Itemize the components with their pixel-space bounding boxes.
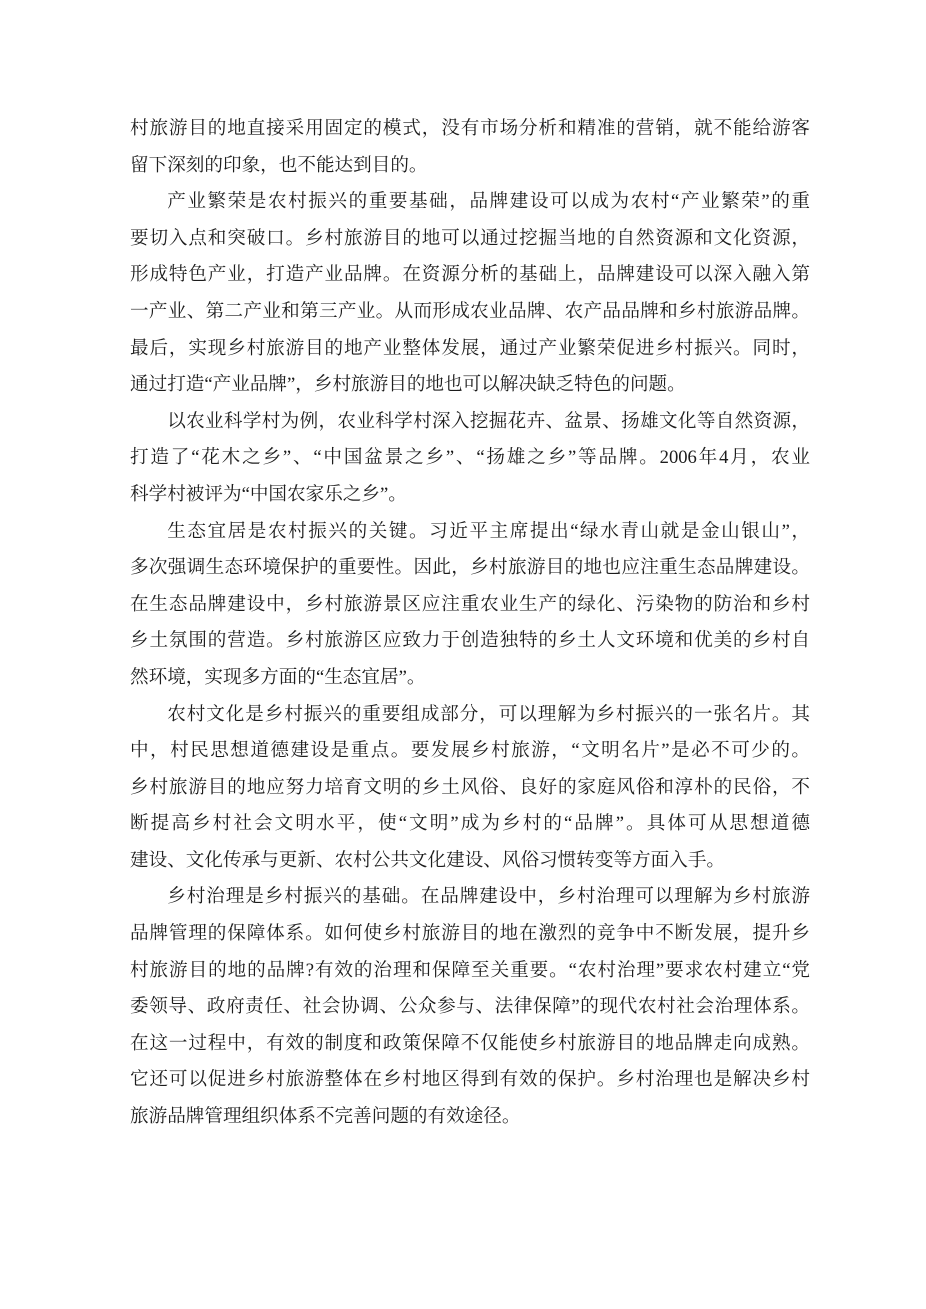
text-line: 乡村旅游目的地应努力培育文明的乡土风俗、良好的家庭风俗和淳朴的民俗，不	[130, 776, 810, 798]
text-line: 打造了“花木之乡”、“中国盆景之乡”、“扬雄之乡”等品牌。2006年4月，农业	[130, 447, 810, 469]
text-line: 乡土氛围的营造。乡村旅游区应致力于创造独特的乡土人文环境和优美的乡村自	[130, 630, 810, 652]
text-line: 旅游品牌管理组织体系不完善问题的有效途径。	[130, 1106, 521, 1128]
paragraph-1	[130, 111, 810, 184]
text-line: 中，村民思想道德建设是重点。要发展乡村旅游，“文明名片”是必不可少的。	[130, 740, 810, 762]
text-line: 科学村被评为“中国农家乐之乡”。	[130, 483, 407, 505]
text-line: 形成特色产业，打造产业品牌。在资源分析的基础上，品牌建设可以深入融入第	[130, 264, 810, 286]
text-line: 在生态品牌建设中，乡村旅游景区应注重农业生产的绿化、污染物的防治和乡村	[130, 593, 810, 615]
paragraph-6	[130, 879, 810, 1135]
text-line: 建设、文化传承与更新、农村公共文化建设、风俗习惯转变等方面入手。	[130, 849, 726, 871]
text-line: 农村文化是乡村振兴的重要组成部分，可以理解为乡村振兴的一张名片。其	[167, 703, 810, 725]
paragraph-2	[130, 184, 810, 404]
paragraph-5	[130, 697, 810, 880]
text-line: 委领导、政府责任、社会协调、公众参与、法律保障”的现代农村社会治理体系。	[130, 996, 810, 1018]
text-line: 生态宜居是农村振兴的关键。习近平主席提出“绿水青山就是金山银山”，	[167, 520, 810, 542]
text-line: 一产业、第二产业和第三产业。从而形成农业品牌、农产品品牌和乡村旅游品牌。	[130, 300, 810, 322]
text-line: 乡村治理是乡村振兴的基础。在品牌建设中，乡村治理可以理解为乡村旅游	[167, 886, 810, 908]
text-line: 村旅游目的地直接采用固定的模式，没有市场分析和精准的营销，就不能给游客	[130, 118, 810, 139]
text-line: 以农业科学村为例，农业科学村深入挖掘花卉、盆景、扬雄文化等自然资源，	[167, 410, 810, 432]
text-line: 通过打造“产业品牌”，乡村旅游目的地也可以解决缺乏特色的问题。	[130, 374, 686, 396]
text-line: 在这一过程中，有效的制度和政策保障不仅能使乡村旅游目的地品牌走向成熟。	[130, 1032, 810, 1054]
paragraph-4	[130, 514, 810, 697]
text-line: 产业繁荣是农村振兴的重要基础，品牌建设可以成为农村“产业繁荣”的重	[167, 191, 810, 213]
paragraph-3	[130, 404, 810, 514]
text-line: 断提高乡村社会文明水平，使“文明”成为乡村的“品牌”。具体可从思想道德	[130, 813, 810, 835]
text-line: 多次强调生态环境保护的重要性。因此，乡村旅游目的地也应注重生态品牌建设。	[130, 557, 810, 579]
text-line: 村旅游目的地的品牌?有效的治理和保障至关重要。“农村治理”要求农村建立“党	[130, 959, 810, 981]
text-line: 它还可以促进乡村旅游整体在乡村地区得到有效的保护。乡村治理也是解决乡村	[130, 1069, 810, 1091]
text-line: 留下深刻的印象，也不能达到目的。	[130, 154, 428, 176]
text-line: 品牌管理的保障体系。如何使乡村旅游目的地在激烈的竞争中不断发展，提升乡	[130, 923, 810, 945]
text-line: 要切入点和突破口。乡村旅游目的地可以通过挖掘当地的自然资源和文化资源，	[130, 227, 810, 249]
text-line: 最后，实现乡村旅游目的地产业整体发展，通过产业繁荣促进乡村振兴。同时，	[130, 337, 810, 359]
text-line: 然环境，实现多方面的“生态宜居”。	[130, 666, 426, 688]
